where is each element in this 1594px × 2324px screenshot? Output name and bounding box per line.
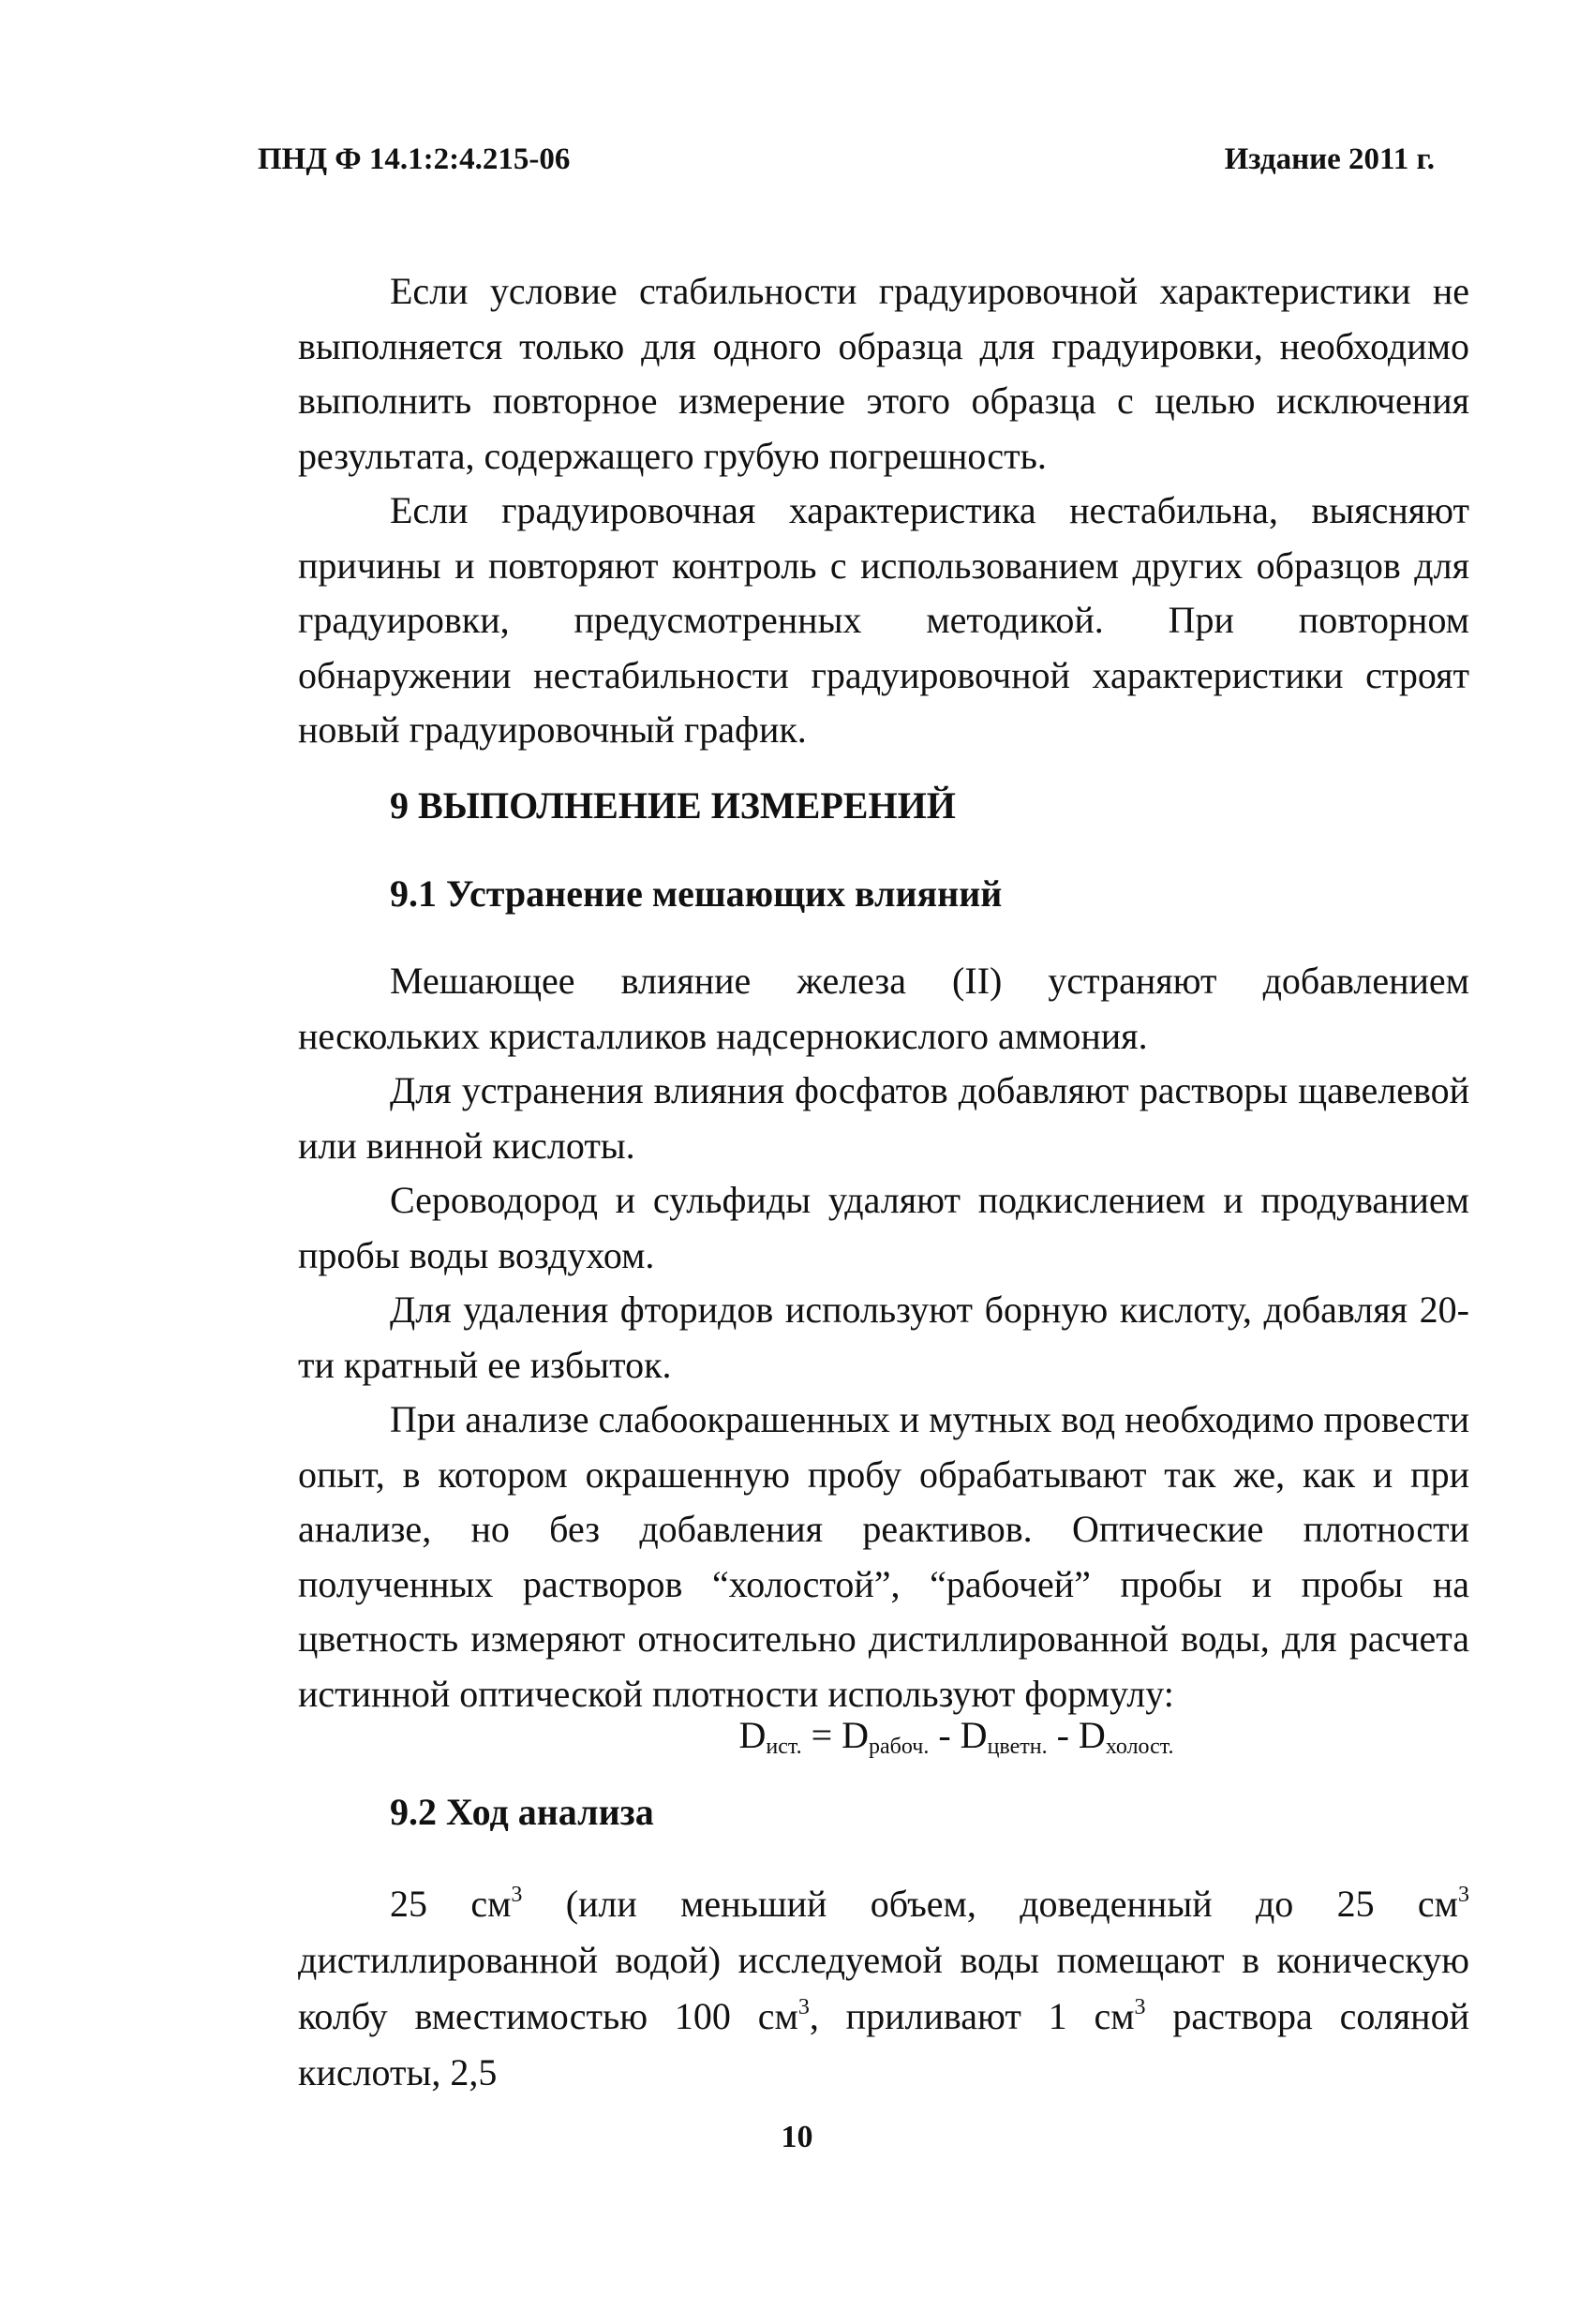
formula-equals: =	[801, 1714, 842, 1756]
paragraph-block-3	[298, 1876, 1469, 2101]
subsection-heading-9-1: 9.1 Устранение мешающих влияний	[390, 872, 1003, 915]
formula-symbol: D	[842, 1714, 870, 1756]
text-run: дистиллированной водой) исследуемой воды помещают в коническую колбу вместимостью 100 см	[298, 1939, 1469, 2037]
text-run: (или меньший объем, доведенный до 25 см	[522, 1883, 1458, 1925]
text-run: 25 см	[390, 1883, 512, 1925]
formula-symbol: D	[738, 1714, 767, 1756]
document-code: ПНД Ф 14.1:2:4.215-06	[258, 142, 571, 176]
paragraph-iron-influence: Мешающее влияние железа (II) устраняют добавлением нескольких кристалликов надсернокислого аммония.	[298, 960, 1469, 1057]
superscript: 3	[511, 1883, 523, 1907]
subsection-91-wrap	[298, 872, 1469, 916]
formula-subscript-cvet: цветн.	[987, 1735, 1048, 1759]
paragraph-block-2	[298, 954, 1469, 1721]
paragraph-unstable-calibration: Если градуировочная характеристика нестабильна, выясняют причины и повторяют контроль с использованием других образцов для градуировки, предусмотренных методикой. При повторном обнаружении нестабильности градуировочной характеристики строят новый градуировочный график.	[298, 489, 1469, 751]
subsection-92-wrap	[298, 1790, 1469, 1834]
subsection-heading-9-2: 9.2 Ход анализа	[390, 1791, 654, 1833]
paragraph-phosphates: Для устранения влияния фосфатов добавляют растворы щавелевой или винной кислоты.	[298, 1069, 1469, 1167]
superscript: 3	[1458, 1883, 1469, 1907]
paragraph-stability-condition: Если условие стабильности градуировочной характеристики не выполняется только для одного образца для градуировки, необходимо выполнить повторное измерение этого образца с целью исключения результата, содержащего грубую погрешность.	[298, 270, 1469, 477]
edition-label: Издание 2011 г.	[1224, 142, 1435, 176]
formula-minus: -	[1047, 1714, 1079, 1756]
formula-symbol: D	[960, 1714, 988, 1756]
text-run: раствора соляной кислоты, 2,5	[298, 1995, 1469, 2093]
section-heading: 9 ВЫПОЛНЕНИЕ ИЗМЕРЕНИЙ	[390, 784, 956, 827]
formula-subscript-ist: ист.	[766, 1735, 802, 1759]
paragraph-colored-waters: При анализе слабоокрашенных и мутных вод необходимо провести опыт, в котором окрашенную пробу обрабатывают так же, как и при анализе, но без добавления реактивов. Оптические плотности полученных растворов “холостой”, “рабочей” пробы и пробы на цветность измеряют относительно дистиллированной воды, для расчета истинной оптической плотности используют формулу:	[298, 1398, 1469, 1715]
superscript: 3	[1134, 1995, 1146, 2019]
text-run: , приливают 1 см	[809, 1995, 1135, 2037]
formula-subscript-hol: холост.	[1105, 1735, 1174, 1759]
optical-density-formula	[159, 1713, 1594, 1760]
paragraph-sulfides: Сероводород и сульфиды удаляют подкислением и продуванием пробы воды воздухом.	[298, 1179, 1469, 1276]
page-header	[258, 142, 1435, 189]
formula-minus: -	[929, 1714, 961, 1756]
paragraph-analysis-procedure	[298, 1876, 1469, 2101]
paragraph-fluorides: Для удаления фторидов используют борную кислоту, добавляя 20-ти кратный ее избыток.	[298, 1289, 1469, 1386]
formula-subscript-rab: рабоч.	[869, 1735, 930, 1759]
formula-symbol: D	[1078, 1714, 1106, 1756]
paragraph-block-1	[298, 264, 1469, 758]
superscript: 3	[797, 1995, 810, 2019]
section-9-heading-wrap	[298, 783, 1469, 827]
page-number: 10	[781, 2120, 813, 2154]
